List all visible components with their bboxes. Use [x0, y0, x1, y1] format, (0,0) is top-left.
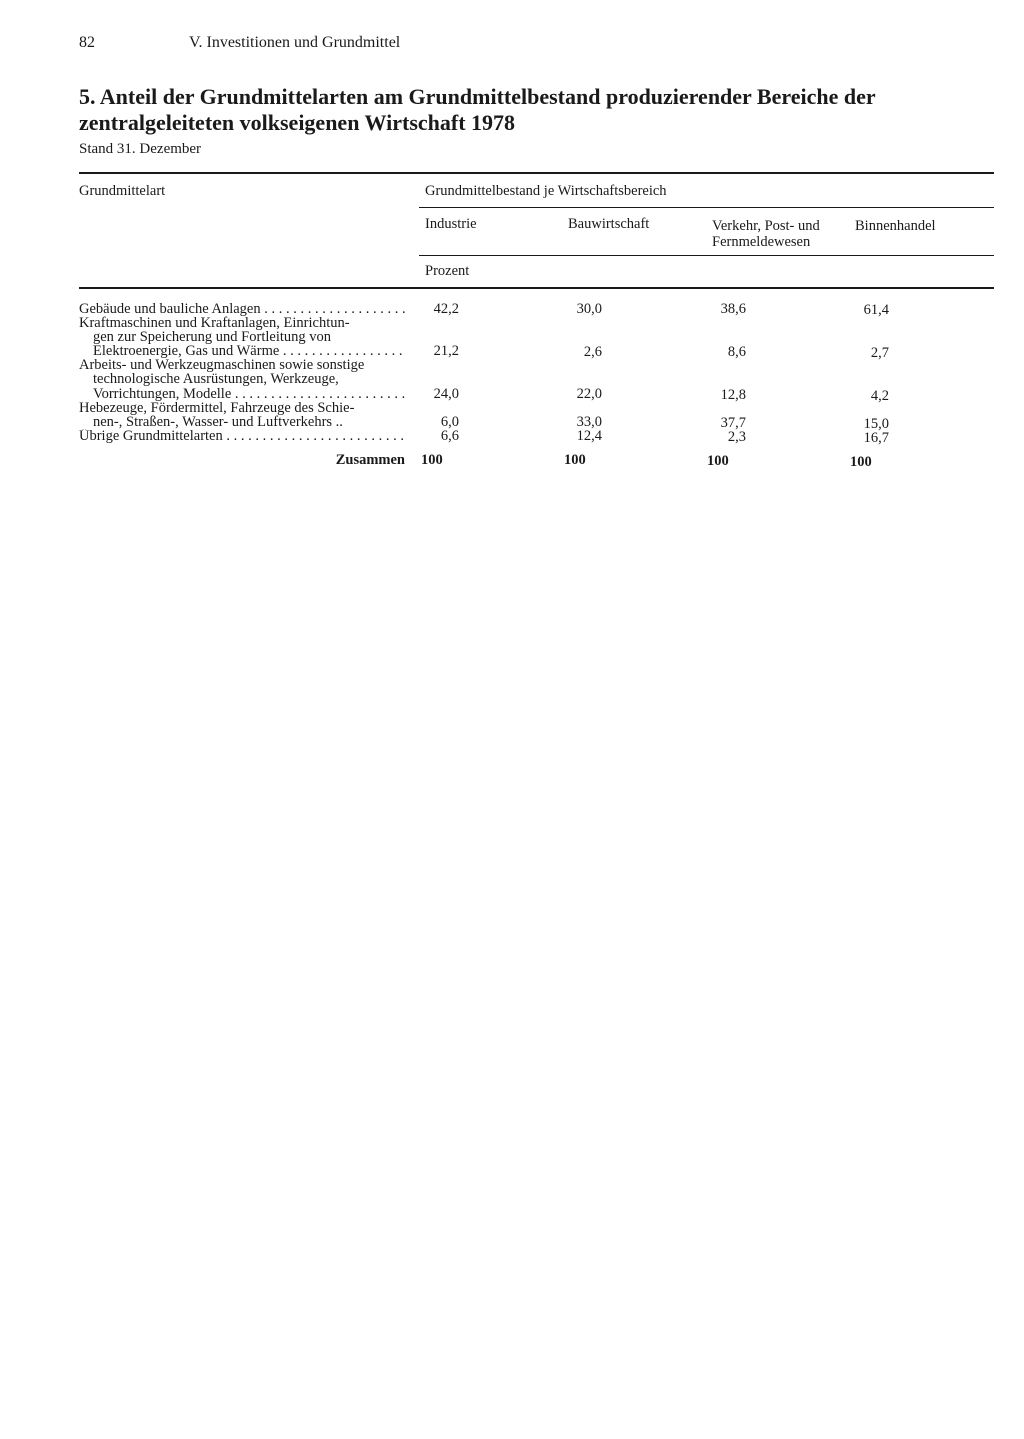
cell-value: 12,4 — [576, 428, 602, 444]
cell-value: 16,7 — [863, 430, 889, 446]
cell-value: 42,2 — [433, 301, 459, 317]
group-header: Grundmittelbestand je Wirtschaftsbereich — [425, 183, 667, 199]
cell-value: 21,2 — [433, 343, 459, 359]
cell-value: 22,0 — [576, 386, 602, 402]
cell-value: 37,7 — [720, 415, 746, 431]
row-label: Übrige Grundmittelarten . . . — [79, 429, 407, 444]
cell-value: 6,6 — [440, 428, 459, 444]
stub-header: Grundmittelart — [79, 183, 166, 199]
row-label-continued: Elektroenergie, Gas und Wärme . . . — [93, 344, 407, 359]
row-label: Kraftmaschinen und Kraftanlagen, Einrichtun- — [79, 316, 350, 331]
col-header-verkehr — [712, 218, 820, 250]
cell-value: 6,0 — [440, 414, 459, 430]
cell-value: 8,6 — [727, 344, 746, 360]
total-value: 100 — [421, 452, 443, 468]
col-header-verkehr-line2: Fernmeldewesen — [712, 234, 811, 250]
header-bottom-rule — [79, 287, 994, 289]
col-header-binnenhandel: Binnenhandel — [855, 218, 936, 234]
row-label-continued: nen-, Straßen-, Wasser- und Luftverkehrs .. — [93, 415, 343, 430]
cell-value: 12,8 — [720, 387, 746, 403]
table-title: 5. Anteil der Grundmittelarten am Grundmittelbestand produzierender Bereiche der zentralgeleiteten volkseigenen Wirtschaft 1978 — [79, 84, 876, 135]
row-label: Arbeits- und Werkzeugmaschinen sowie sonstige — [79, 358, 365, 373]
row-label-continued: Vorrichtungen, Modelle . . . — [93, 387, 407, 402]
row-label-continued: gen zur Speicherung und Fortleitung von — [93, 330, 331, 345]
row-label: Hebezeuge, Fördermittel, Fahrzeuge des Schie- — [79, 401, 355, 416]
column-header-rule — [419, 255, 994, 256]
col-header-industrie: Industrie — [425, 216, 477, 232]
table-subtitle: Stand 31. Dezember — [79, 141, 202, 157]
row-label: Gebäude und bauliche Anlagen . . . — [79, 302, 407, 317]
total-label: Zusammen — [335, 453, 405, 468]
total-value: 100 — [707, 453, 729, 469]
chapter-title: V. Investitionen und Grundmittel — [189, 34, 401, 51]
cell-value: 30,0 — [576, 301, 602, 317]
cell-value: 38,6 — [720, 301, 746, 317]
running-head — [79, 34, 400, 52]
cell-value: 2,3 — [727, 429, 746, 445]
total-value: 100 — [564, 452, 586, 468]
row-label-continued: technologische Ausrüstungen, Werkzeuge, — [93, 372, 339, 387]
cell-value: 4,2 — [870, 388, 889, 404]
col-header-verkehr-line1: Verkehr, Post- und — [712, 218, 820, 234]
unit-label: Prozent — [425, 263, 470, 279]
cell-value: 2,7 — [870, 345, 889, 361]
table-top-rule — [79, 172, 994, 174]
cell-value: 24,0 — [433, 386, 459, 402]
page-number: 82 — [79, 34, 95, 51]
cell-value: 33,0 — [576, 414, 602, 430]
cell-value: 2,6 — [583, 344, 602, 360]
total-value: 100 — [850, 454, 872, 470]
col-header-bauwirtschaft: Bauwirtschaft — [568, 216, 650, 232]
cell-value: 61,4 — [863, 302, 889, 318]
cell-value: 15,0 — [863, 416, 889, 432]
group-header-rule — [419, 207, 994, 208]
